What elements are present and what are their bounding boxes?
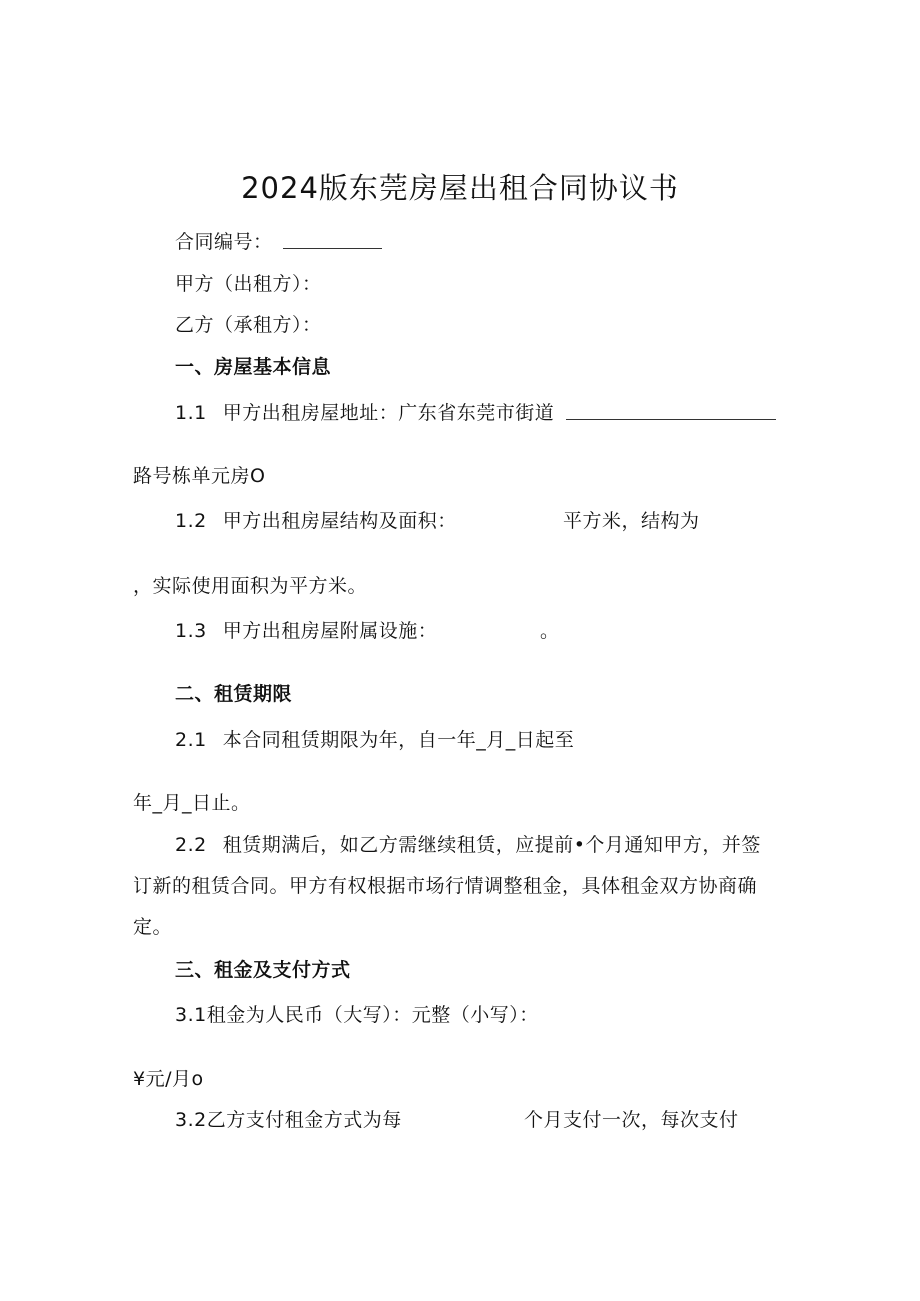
- clause-1-2-text-b: 平方米，结构为: [563, 510, 700, 532]
- section-1-heading: 一、房屋基本信息: [175, 356, 332, 378]
- section-3-heading: 三、租金及支付方式: [175, 959, 351, 981]
- clause-3-2-text-b: 个月支付一次，每次支付: [524, 1109, 739, 1131]
- clause-1-3-text: 甲方出租房屋附属设施：: [222, 620, 438, 642]
- clause-1-2: [175, 508, 457, 534]
- document-title: 2024版东莞房屋出租合同协议书: [241, 171, 679, 205]
- clause-1-3-number: 1.3: [175, 620, 207, 642]
- address-blank: [566, 419, 776, 420]
- clause-1-2-continuation: ，实际使用面积为平方米。: [133, 575, 368, 597]
- contract-no-blank: [283, 248, 382, 249]
- clause-1-1: [175, 400, 554, 426]
- clause-3-2-text: 3.2乙方支付租金方式为每: [175, 1109, 402, 1131]
- clause-1-2-text: 甲方出租房屋结构及面积：: [222, 510, 457, 532]
- clause-1-1-text: 甲方出租房屋地址：广东省东莞市街道: [222, 402, 555, 424]
- clause-2-1-continuation: 年_月_日止。: [133, 792, 251, 814]
- clause-1-1-number: 1.1: [175, 402, 207, 424]
- clause-2-2-continuation-2: 定。: [133, 916, 173, 938]
- clause-2-1: [175, 727, 574, 753]
- clause-3-1-text: 3.1租金为人民币（大写）：元整（小写）：: [175, 1004, 539, 1026]
- party-b-label: 乙方（承租方）：: [175, 314, 322, 336]
- clause-2-2: [175, 832, 761, 858]
- clause-1-2-number: 1.2: [175, 510, 207, 532]
- clause-2-2-continuation-1: 订新的租赁合同。甲方有权根据市场行情调整租金，具体租金双方协商确: [133, 875, 758, 897]
- clause-1-3-end: 。: [540, 620, 560, 642]
- clause-3-1-continuation: ¥元/月o: [133, 1068, 204, 1090]
- clause-2-2-text: 租赁期满后，如乙方需继续租赁，应提前•个月通知甲方，并签: [222, 834, 761, 856]
- party-a-label: 甲方（出租方）：: [175, 273, 322, 295]
- clause-1-3: [175, 618, 437, 644]
- clause-1-1-continuation: 路号栋单元房O: [133, 465, 266, 487]
- contract-no-label: 合同编号：: [175, 231, 273, 253]
- clause-2-2-number: 2.2: [175, 834, 207, 856]
- clause-2-1-number: 2.1: [175, 729, 207, 751]
- clause-2-1-text: 本合同租赁期限为年，自一年_月_日起至: [222, 729, 575, 751]
- section-2-heading: 二、租赁期限: [175, 683, 293, 705]
